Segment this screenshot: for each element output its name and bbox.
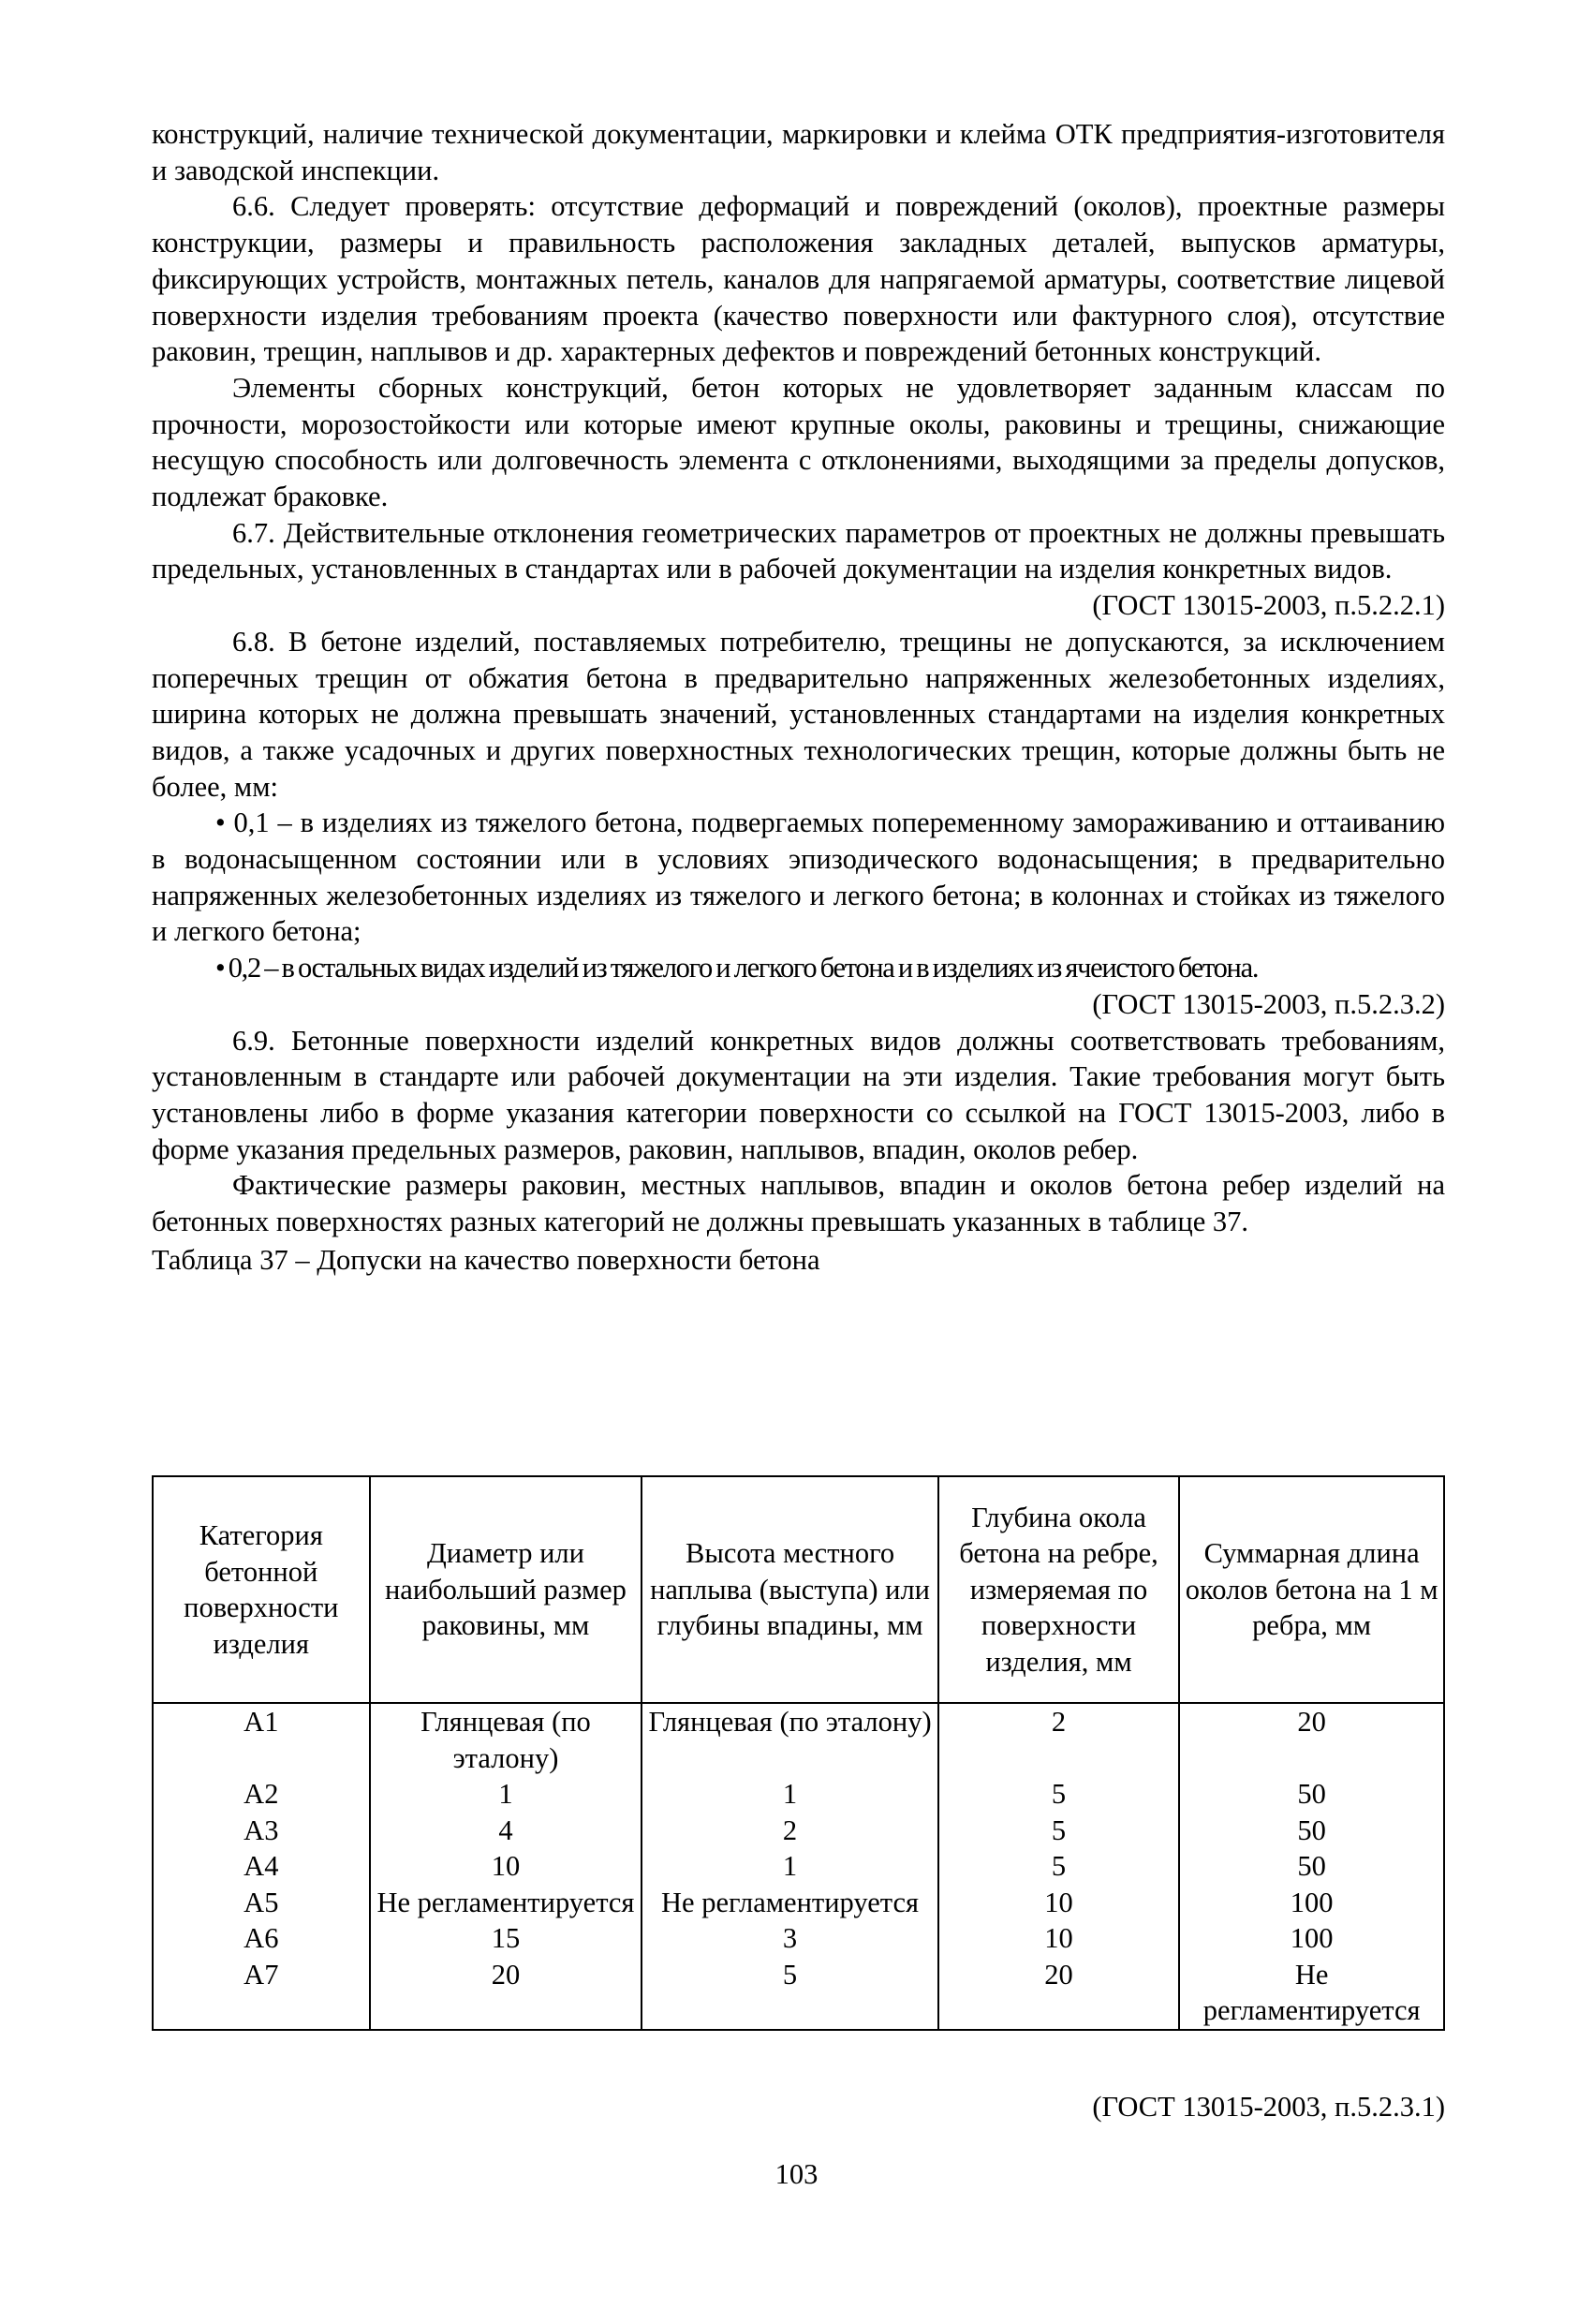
table-cell: 50 [1179,1776,1444,1813]
table-row [153,1848,1444,1885]
table-cell: 50 [1179,1848,1444,1885]
paragraph: Фактические размеры раковин, местных наплывов, впадин и околов бетона ребер изделий на бетонных поверхностях разных категорий не должны превышать указанных в таблице 37. [152,1169,1445,1238]
table-cell: А6 [153,1920,370,1957]
table-cell: Глянцевая (по эталону) [642,1703,938,1776]
table-cell: 1 [642,1776,938,1813]
table-row [153,1776,1444,1813]
bullet-item: • 0,1 – в изделиях из тяжелого бетона, подвергаемых попеременному замораживанию и оттаиванию в водонасыщенном состоянии или в условиях эпизодического водонасыщения; в предварительно напряженных железобетонных изделиях из тяжелого и легкого бетона; в колоннах и стойках из тяжелого и легкого бетона; [152,807,1445,948]
table-cell: А4 [153,1848,370,1885]
table-cell: 10 [370,1848,642,1885]
table-cell: 10 [938,1920,1179,1957]
table-cell: А5 [153,1885,370,1921]
table-cell: 1 [642,1848,938,1885]
table-cell: Не регламентируется [370,1885,642,1921]
table-cell: 20 [370,1957,642,2030]
paragraph-6-7: 6.7. Действительные отклонения геометрических параметров от проектных не должны превышать предельных, установленных в стандартах или в рабочей документации на изделия конкретных видов. [152,516,1445,585]
table-reference: (ГОСТ 13015-2003, п.5.2.3.1) [1092,2091,1445,2123]
table-cell: Не регламентируется [642,1885,938,1921]
paragraph: Элементы сборных конструкций, бетон которых не удовлетворяет заданным классам по прочности, морозостойкости или которые имеют крупные околы, раковины и трещины, снижающие несущую способность или долговечность элемента с отклонениями, выходящими за пределы допусков, подлежат браковке. [152,371,1445,513]
table-cell: 5 [938,1776,1179,1813]
table-cell: 5 [938,1848,1179,1885]
paragraph-6-9: 6.9. Бетонные поверхности изделий конкретных видов должны соответствовать требованиям, установленным в стандарте или рабочей документации на эти изделия. Такие требования могут быть установлены либо в форме указания категории поверхности со ссылкой на ГОСТ 13015-2003, либо в форме указания предельных размеров, раковин, наплывов, впадин, околов ребер. [152,1024,1445,1165]
table-row [153,1885,1444,1921]
table-cell: 3 [642,1920,938,1957]
table-cell: 15 [370,1920,642,1957]
reference: (ГОСТ 13015-2003, п.5.2.3.2) [1092,987,1445,1020]
table-cell: 4 [370,1813,642,1849]
column-header: Категория бетонной поверхности изделия [153,1476,370,1703]
table-cell: 100 [1179,1885,1444,1921]
table-title: Таблица 37 – Допуски на качество поверхности бетона [152,1243,820,1276]
paragraph: конструкций, наличие технической документации, маркировки и клейма ОТК предприятия-изготовителя и заводской инспекции. [152,118,1445,186]
table-cell: А3 [153,1813,370,1849]
table-cell: 2 [642,1813,938,1849]
table-row [153,1920,1444,1957]
table-cell: 2 [938,1703,1179,1776]
table-cell: А1 [153,1703,370,1776]
table-row [153,1957,1444,2030]
table-cell: 1 [370,1776,642,1813]
table-cell: 100 [1179,1920,1444,1957]
table-cell: А7 [153,1957,370,2030]
document-body [152,116,1445,1279]
table-cell: 20 [1179,1703,1444,1776]
column-header: Высота местного наплыва (выступа) или глубины впадины, мм [642,1476,938,1703]
column-header: Диаметр или наибольший размер раковины, мм [370,1476,642,1703]
table-cell: 20 [938,1957,1179,2030]
table-cell: 5 [938,1813,1179,1849]
table-cell: 10 [938,1885,1179,1921]
bullet-item: • 0,2 – в остальных видах изделий из тяжелого и легкого бетона и в изделиях из ячеистого бетона. [215,952,1259,984]
surface-tolerance-table [152,1475,1445,2031]
table-cell: 5 [642,1957,938,2030]
page-number: 103 [774,2158,819,2190]
table-cell: Не регламентируется [1179,1957,1444,2030]
reference: (ГОСТ 13015-2003, п.5.2.2.1) [1092,589,1445,622]
table-row [153,1703,1444,1776]
table-cell: 50 [1179,1813,1444,1849]
table-row [153,1813,1444,1849]
table-header-row [153,1476,1444,1703]
paragraph-6-6: 6.6. Следует проверять: отсутствие деформаций и повреждений (околов), проектные размеры конструкции, размеры и правильность расположения закладных деталей, выпусков арматуры, фиксирующих устройств, монтажных петель, каналов для напрягаемой арматуры, соответствие лицевой поверхности изделия требованиям проекта (качество поверхности или фактурного слоя), отсутствие раковин, трещин, наплывов и др. характерных дефектов и повреждений бетонных конструкций. [152,190,1445,368]
column-header: Глубина окола бетона на ребре, измеряемая по поверхности изделия, мм [938,1476,1179,1703]
table-cell: Глянцевая (по эталону) [370,1703,642,1776]
paragraph-6-8: 6.8. В бетоне изделий, поставляемых потребителю, трещины не допускаются, за исключением поперечных трещин от обжатия бетона в предварительно напряженных железобетонных изделиях, ширина которых не должна превышать значений, установленных стандартами на изделия конкретных видов, а также усадочных и других поверхностных технологических трещин, которые должны быть не более, мм: [152,625,1445,803]
table-cell: А2 [153,1776,370,1813]
column-header: Суммарная длина околов бетона на 1 м ребра, мм [1179,1476,1444,1703]
